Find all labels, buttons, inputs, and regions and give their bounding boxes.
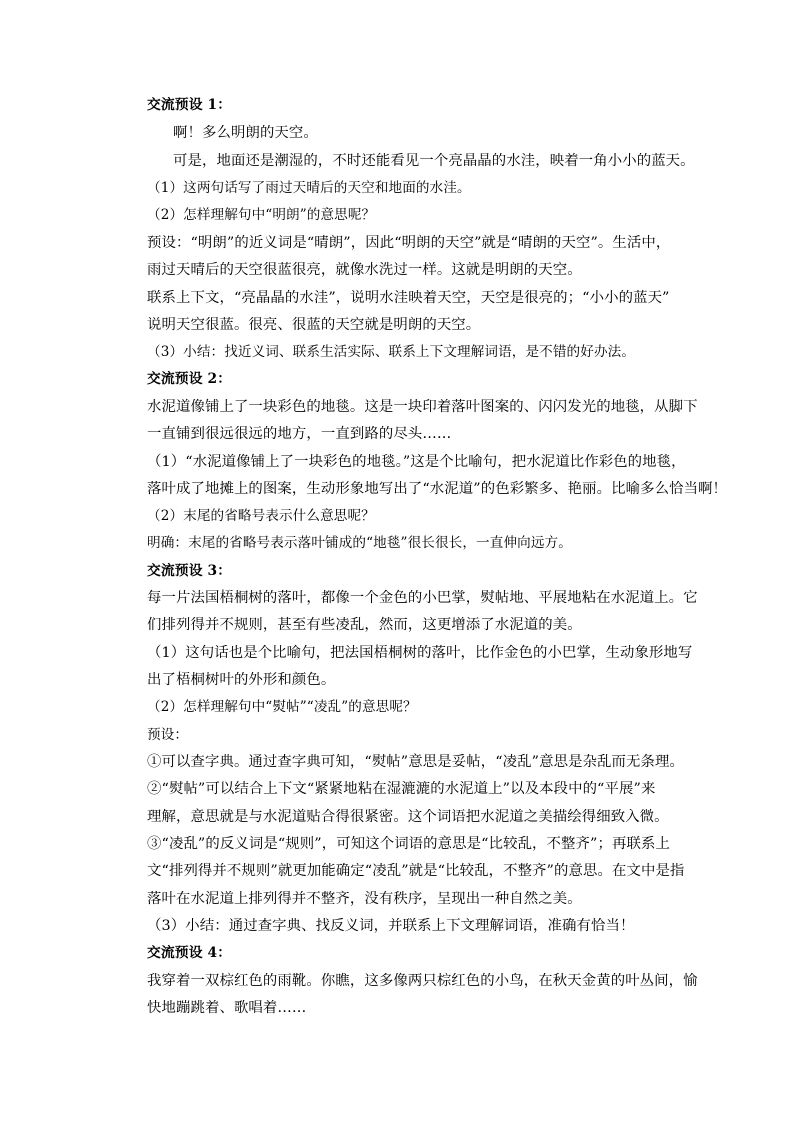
text-line: ③“凌乱”的反义词是“规则”，可知这个词语的意思是“比较乱，不整齐”；再联系上	[147, 836, 670, 852]
section-heading: 交流预设 4：	[147, 945, 232, 961]
text-line: （1）这两句话写了雨过天晴后的天空和地面的水洼。	[147, 180, 471, 196]
text-line: 快地蹦跳着、歌唱着……	[147, 1000, 307, 1016]
text-line: ①可以查字典。通过查字典可知，“熨帖”意思是妥帖，“凌乱”意思是杂乱而无条理。	[147, 754, 685, 770]
text-line: 预设：“明朗”的近义词是“晴朗”，因此“明朗的天空”就是“晴朗的天空”。生活中，	[147, 235, 671, 251]
section-heading: 交流预设 1：	[147, 97, 232, 113]
text-line: 们排列得并不规则，甚至有些凌乱，然而，这更增添了水泥道的美。	[147, 617, 582, 633]
section-heading: 交流预设 2：	[147, 371, 232, 387]
text-line: （1）这句话也是个比喻句，把法国梧桐树的落叶，比作金色的小巴掌，生动象形地写	[147, 645, 693, 661]
text-line: （2）末尾的省略号表示什么意思呢？	[147, 508, 375, 524]
text-line: 一直铺到很远很远的地方，一直到路的尽头……	[147, 426, 452, 442]
text-line: 落叶在水泥道上排列得并不整齐，没有秩序，呈现出一种自然之美。	[147, 891, 582, 907]
section-heading: 交流预设 3：	[147, 563, 232, 579]
text-line: （3）小结：找近义词、联系生活实际、联系上下文理解词语，是不错的好办法。	[147, 344, 636, 360]
text-line: 联系上下文，“亮晶晶的水洼”，说明水洼映着天空，天空是很亮的；“小小的蓝天”	[147, 290, 670, 306]
text-line: ②“熨帖”可以结合上下文“紧紧地粘在湿漉漉的水泥道上”以及本段中的“平展”来	[147, 781, 656, 797]
text-line: 可是，地面还是潮湿的，不时还能看见一个亮晶晶的水洼，映着一角小小的蓝天。	[173, 153, 695, 169]
text-line: 理解，意思就是与水泥道贴合得很紧密。这个词语把水泥道之美描绘得细致入微。	[147, 809, 669, 825]
text-line: 出了梧桐树叶的外形和颜色。	[147, 672, 336, 688]
text-line: 每一片法国梧桐树的落叶，都像一个金色的小巴掌，熨帖地、平展地粘在水泥道上。它	[147, 590, 698, 606]
text-line: （3）小结：通过查字典、找反义词，并联系上下文理解词语，准确有恰当！	[147, 918, 635, 934]
text-line: 说明天空很蓝。很亮、很蓝的天空就是明朗的天空。	[147, 317, 481, 333]
text-line: 雨过天晴后的天空很蓝很亮，就像水洗过一样。这就是明朗的天空。	[147, 262, 582, 278]
text-line: 文“排列得并不规则”就更加能确定“凌乱”就是“比较乱，不整齐”的意思。在文中是指	[147, 863, 685, 879]
text-line: （2）怎样理解句中“明朗”的意思呢？	[147, 207, 376, 223]
text-line: 啊！多么明朗的天空。	[173, 125, 318, 141]
text-line: 明确：末尾的省略号表示落叶铺成的“地毯”很长很长，一直伸向远方。	[147, 535, 572, 551]
text-line: 预设：	[147, 727, 189, 743]
text-line: （2）怎样理解句中“熨帖”“凌乱”的意思呢？	[147, 699, 417, 715]
text-line: 水泥道像铺上了一块彩色的地毯。这是一块印着落叶图案的、闪闪发光的地毯，从脚下	[147, 399, 698, 415]
text-line: 我穿着一双棕红色的雨靴。你瞧，这多像两只棕红色的小鸟，在秋天金黄的叶丛间，愉	[147, 973, 698, 989]
text-line: （1）“水泥道像铺上了一块彩色的地毯。”这是个比喻句，把水泥道比作彩色的地毯，	[147, 454, 686, 470]
text-line: 落叶成了地摊上的图案，生动形象地写出了“水泥道”的色彩繁多、艳丽。比喻多么恰当啊！	[147, 481, 728, 497]
